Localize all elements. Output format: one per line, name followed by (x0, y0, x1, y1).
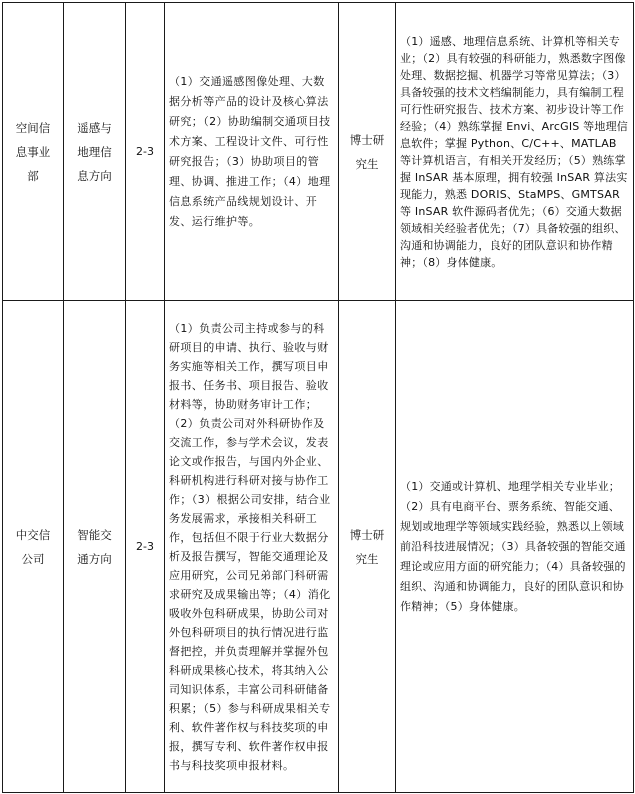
degree-text: 博士研究生 (349, 527, 385, 566)
degree-cell (339, 3, 396, 301)
department-text: 中交信公司 (15, 527, 51, 566)
count-text: 2-3 (136, 540, 154, 553)
table-row (3, 301, 634, 793)
count-cell (126, 3, 165, 301)
department-cell (3, 301, 64, 793)
department-cell (3, 3, 64, 301)
position-table (2, 2, 634, 793)
count-text: 2-3 (136, 145, 154, 158)
requirements-cell (396, 3, 634, 301)
duties-cell (165, 301, 339, 793)
direction-cell (64, 301, 126, 793)
duties-text: （1）交通遥感图像处理、大数据分析等产品的设计及核心算法研究；（2）协助编制交通项目技术方案、工程设计文件、可行性研究报告；（3）协助项目的管理、协调、推进工作；（4）地理信息系统产品线规划设计、开发、运行维护等。 (169, 74, 331, 228)
degree-cell (339, 301, 396, 793)
count-cell (126, 301, 165, 793)
requirements-cell (396, 301, 634, 793)
duties-text: （1）负责公司主持或参与的科研项目的申请、执行、验收与财务实施等相关工作，撰写项目申报书、任务书、项目报告、验收材料等，协助财务审计工作；（2）负责公司对外科研协作及交流工作，参与学术会议，发表论文或作报告，与国内外企业、科研机构进行科研对接与协作工作；（3）根据公司安排，结合业务发展需求，承接相关科研工作，包括但不限于行业大数据分析及报告撰写，智能交通理论及应用研究，公司兄弟部门科研需求研究及成果输出等；（4）消化吸收外包科研成果，协助公司对外包科研项目的执行情况进行监督把控，并负责理解并掌握外包科研成果核心技术，将其纳入公司知识体系，丰富公司科研储备积累；（5）参与科研成果相关专利、软件著作权与科技奖项的申报，撰写专利、软件著作权申报书与科技奖项申报材料。 (169, 321, 331, 772)
direction-cell (64, 3, 126, 301)
direction-text: 智能交通方向 (77, 527, 112, 566)
degree-text: 博士研究生 (349, 132, 385, 171)
requirements-text: （1）交通或计算机、地理学相关专业毕业；（2）具有电商平台、票务系统、智能交通、规划或地理学等领域实践经验，熟悉以上领域前沿科技进展情况；（3）具备较强的智能交通理论或应用方面的研究能力；（4）具备较强的组织、沟通和协调能力，良好的团队意识和协作精神；（5）身体健康。 (400, 479, 626, 613)
direction-text: 遥感与地理信息方向 (77, 120, 112, 183)
department-text: 空间信息事业部 (15, 120, 51, 183)
requirements-text: （1）遥感、地理信息系统、计算机等相关专业；（2）具有较强的科研能力，熟悉数字图像处理、数据挖掘、机器学习等常见算法；（3）具备较强的技术文档编制能力，具有编制工程可行性研究报告、技术方案、初步设计等工作经验；（4）熟练掌握 Envi、ArcGIS 等地理信息软件；掌握 Python、C/C++、MATLAB 等计算机语言，有相关开发经历；（5）熟练掌握 InSAR 基本原理，拥有较强 InSAR 算法实现能力，熟悉 DORIS、StaMPS、GMTSAR 等 InSAR 软件源码者优先；（6）交通大数据领域相关经验者优先；（7）具备较强的组织、沟通和协调能力，良好的团队意识和协作精神；（8）身体健康。 (400, 34, 628, 269)
table-row (3, 3, 634, 301)
duties-cell (165, 3, 339, 301)
